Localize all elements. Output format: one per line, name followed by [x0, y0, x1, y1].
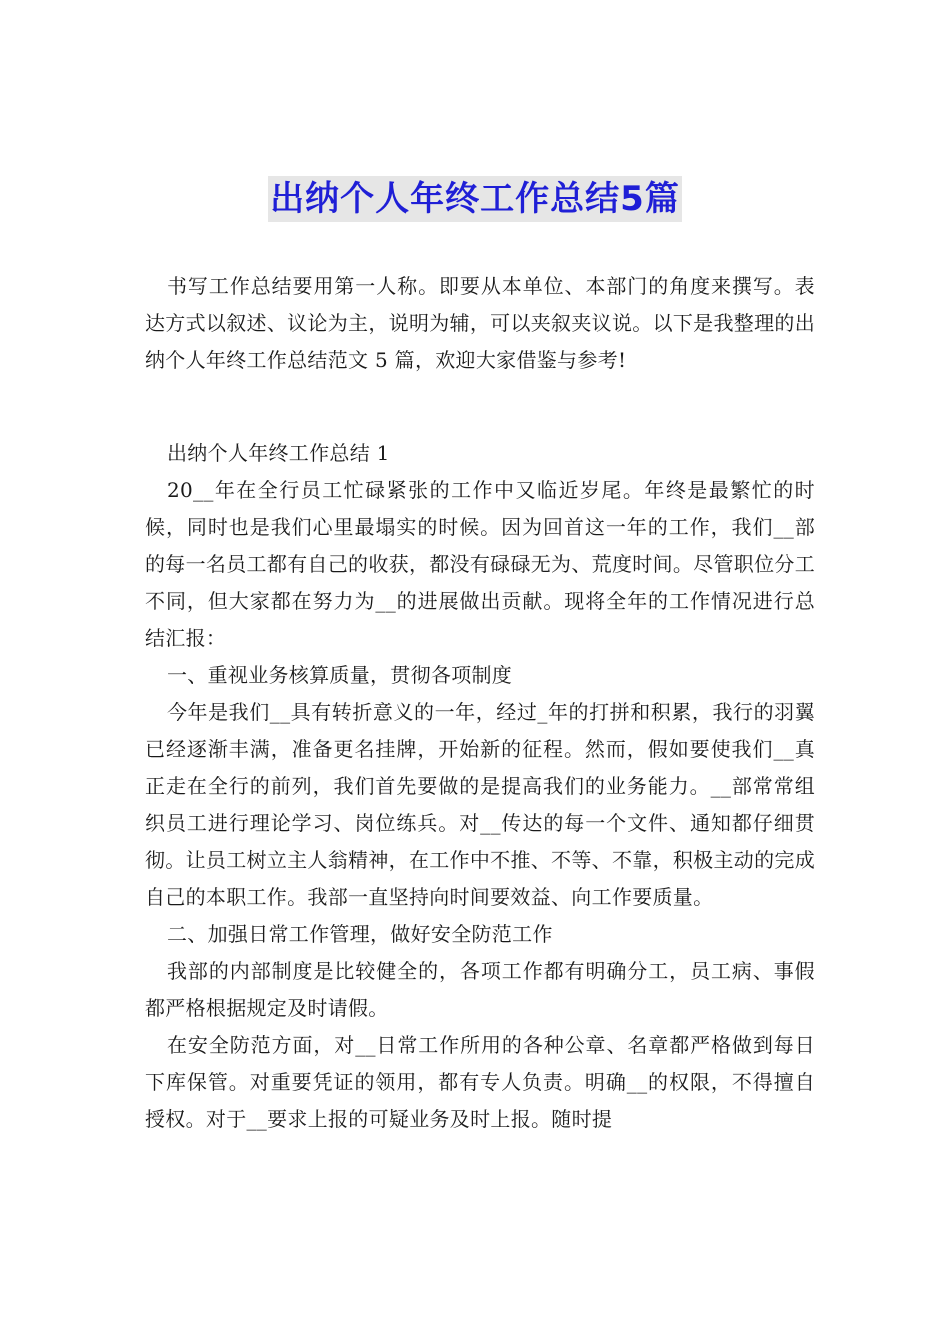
subheading-1: 一、重视业务核算质量，贯彻各项制度: [167, 663, 513, 687]
body-paragraph: 今年是我们__具有转折意义的一年，经过_年的打拼和积累，我行的羽翼已经逐渐丰满，准备更名挂牌，开始新的征程。然而，假如要使我们__真正走在全行的前列，我们首先要做的是提高我们的业务能力。__部常常组织员工进行理论学习、岗位练兵。对__传达的每一个文件、通知都仔细贯彻。让员工树立主人翁精神，在工作中不推、不等、不靠，积极主动的完成自己的本职工作。我部一直坚持向时间要效益、向工作要质量。: [145, 700, 815, 909]
document-body: [145, 268, 815, 1138]
subheading-2: 二、加强日常工作管理，做好安全防范工作: [167, 922, 553, 946]
body-paragraph: 在安全防范方面，对__日常工作所用的各种公章、名章都严格做到每日下库保管。对重要凭证的领用，都有专人负责。明确__的权限，不得擅自授权。对于__要求上报的可疑业务及时上报。随时提: [145, 1033, 815, 1131]
section-title: 出纳个人年终工作总结 1: [167, 441, 390, 465]
paragraph-gap: [145, 379, 815, 435]
title-container: [0, 176, 950, 222]
body-paragraph: 20__年在全行员工忙碌紧张的工作中又临近岁尾。年终是最繁忙的时候，同时也是我们心里最塌实的时候。因为回首这一年的工作，我们__部的每一名员工都有自己的收获，都没有碌碌无为、荒度时间。尽管职位分工不同，但大家都在努力为__的进展做出贡献。现将全年的工作情况进行总结汇报：: [145, 478, 815, 650]
body-paragraph: 我部的内部制度是比较健全的，各项工作都有明确分工，员工病、事假都严格根据规定及时请假。: [145, 959, 815, 1020]
intro-paragraph: 书写工作总结要用第一人称。即要从本单位、本部门的角度来撰写。表达方式以叙述、议论为主，说明为辅，可以夹叙夹议说。以下是我整理的出纳个人年终工作总结范文 5 篇，欢迎大家借鉴与参考!: [145, 274, 815, 372]
document-title: 出纳个人年终工作总结5篇: [268, 176, 682, 222]
